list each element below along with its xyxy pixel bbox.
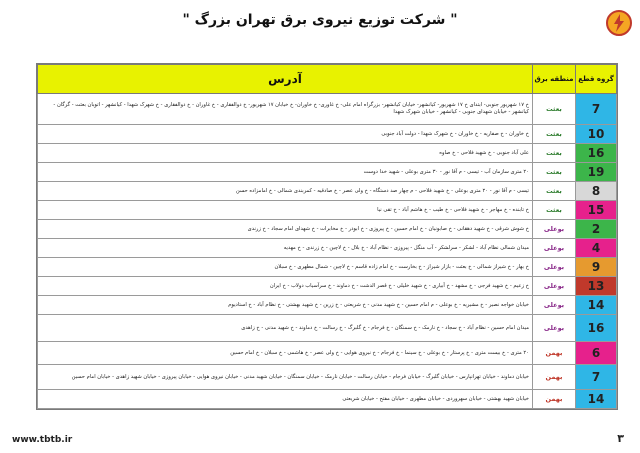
group-number-cell: 8 — [576, 182, 617, 201]
address-cell: خ خاوران - خ صفاریه - خ خاوران - خ شهرک شهدا - دولت آباد جنوبی — [38, 125, 533, 144]
group-number-cell: 7 — [576, 365, 617, 390]
address-cell: ۲۰ متری - خ بیست متری - خ پرستار - خ بوعلی - خ سینما - خ فرجام - خ نیروی هوایی - خ ولی عصر - خ هاشمی - خ سبلان - خ امام حسین — [38, 342, 533, 365]
region-cell: بعثت — [533, 94, 576, 125]
region-cell: بهمن — [533, 342, 576, 365]
region-cell: بعثت — [533, 125, 576, 144]
address-cell: تیسی - م آقا نور - ۲۰ متری بوعلی - خ شهید فلاحی - م چهار صد دستگاه - خ ولی عصر - خ صادقیه - کمربندی شمالی - خ امامزاده حسن — [38, 182, 533, 201]
address-cell: خ تابنده - خ مهاجر - خ شهید فلاحی - خ طیب - خ هاشم آباد - خ تقی نیا — [38, 201, 533, 220]
table-row — [38, 315, 617, 342]
column-header-region: منطقه برق — [533, 65, 576, 94]
region-cell: بوعلی — [533, 296, 576, 315]
footer-url[interactable]: www.tbtb.ir — [12, 435, 73, 445]
group-number-cell: 16 — [576, 144, 617, 163]
address-cell: میدان امام حسین - نظام آباد - خ سجاد - خ نارمک - خ سمنگان - خ فرجام - خ گلبرگ - خ رسالت - خ دماوند - خ شهید مدنی - خ زاهدی — [38, 315, 533, 342]
table-row — [38, 144, 617, 163]
table-row — [38, 258, 617, 277]
address-cell: خیابان شهید بهشتی - خیابان سهروردی - خیابان مطهری - خیابان مفتح - خیابان شریعتی — [38, 390, 533, 409]
region-cell: بعثت — [533, 182, 576, 201]
group-number-cell: 13 — [576, 277, 617, 296]
column-header-group: گروه قطع — [576, 65, 617, 94]
address-cell: خ شوش شرقی - خ شهید دهقانی - خ صابونیان - خ امام حسین - خ پیروزی - خ ابوذر - خ مخابرات - خ شهدای امام سجاد - خ زرندی — [38, 220, 533, 239]
region-cell: بهمن — [533, 390, 576, 409]
group-number-cell: 9 — [576, 258, 617, 277]
table-row — [38, 125, 617, 144]
group-number-cell: 15 — [576, 201, 617, 220]
table-row — [38, 365, 617, 390]
address-cell: علی آباد جنوبی - خ شهید فلاحی - خ صاوه — [38, 144, 533, 163]
table-row — [38, 296, 617, 315]
table-row — [38, 220, 617, 239]
table-row — [38, 390, 617, 409]
table-body — [38, 94, 617, 409]
region-cell: بوعلی — [533, 315, 576, 342]
region-cell: بعثت — [533, 163, 576, 182]
document-title: " شرکت توزیع نیروی برق تهران بزرگ " — [182, 12, 458, 28]
address-cell: خیابان دماوند - خیابان تهرانپارس - خیابان گلبرگ - خیابان فرجام - خیابان رسالت - خیابان نارمک - خیابان سمنگان - خیابان شهید مدنی - خیابان نیروی هوایی - خیابان پیروزی - خیابان شهید زاهدی - خیابان امام حسین — [38, 365, 533, 390]
region-cell: بوعلی — [533, 258, 576, 277]
column-header-address: آدرس — [38, 65, 533, 94]
table-row — [38, 163, 617, 182]
region-cell: بعثت — [533, 201, 576, 220]
table-row — [38, 342, 617, 365]
address-cell: خیابان خواجه نصیر - خ مشیریه - خ بوعلی - م امام حسین - خ شهید مدنی - خ شریعتی - خ زرین - خ شهید بهشتی - خ نظام آباد - خ استادیوم — [38, 296, 533, 315]
address-cell: میدان شمالی نظام آباد - لشکر - سرلشکر - آب منگل - پیروزی - نظام آباد - خ بلال - خ لاچین - خ زرندی - خ مهدیه — [38, 239, 533, 258]
group-number-cell: 14 — [576, 390, 617, 409]
page-number: ۳ — [617, 432, 624, 445]
address-cell: ۲۰ متری سازمان آب - تیسی - م آقا نور - ۳۰ متری بوعلی - شهید خدا دوست — [38, 163, 533, 182]
table-row — [38, 239, 617, 258]
address-cell: خ ۱۷ شهریور جنوبی- ابتدای خ ۱۷ شهریور- کیانشهر- خیابان کیانشهر- بزرگراه امام علی- خ غاوری- خ خاوران- خ خیابان ۱۷ شهریور- خ ذوالفقاری - خ غاوران - خ ذوالفقاری - خ شهرک شهدا - کیانشهر - اتوبان بعثت - گرگان - کیانشهر - خیابان شهدای جنوبی - کیانشهر - خیابان شهرک شهدا — [38, 94, 533, 125]
table-row — [38, 277, 617, 296]
group-number-cell: 7 — [576, 94, 617, 125]
table-row — [38, 201, 617, 220]
region-cell: بوعلی — [533, 239, 576, 258]
region-cell: بوعلی — [533, 277, 576, 296]
group-number-cell: 16 — [576, 315, 617, 342]
company-logo-icon — [606, 10, 632, 36]
region-cell: بوعلی — [533, 220, 576, 239]
group-number-cell: 6 — [576, 342, 617, 365]
region-cell: بهمن — [533, 365, 576, 390]
group-number-cell: 19 — [576, 163, 617, 182]
outage-schedule-table — [36, 63, 618, 410]
address-cell: خ زعیم - خ شهید فرجی - خ مشهد - خ آبیاری - خ شهید خلیلی - خ قصر الدشت - خ دماوند - خ سرآسیاب دولاب - خ ایران — [38, 277, 533, 296]
table-row — [38, 182, 617, 201]
region-cell: بعثت — [533, 144, 576, 163]
address-cell: خ بهار - خ شیراز شمالی - خ بعثت - بازار شیراز - خ بخارست - خ امام زاده قاسم - خ لاچین - شمال مطهری - خ سبلان — [38, 258, 533, 277]
group-number-cell: 10 — [576, 125, 617, 144]
group-number-cell: 4 — [576, 239, 617, 258]
table-row — [38, 94, 617, 125]
group-number-cell: 14 — [576, 296, 617, 315]
group-number-cell: 2 — [576, 220, 617, 239]
table-header-row — [38, 65, 617, 94]
